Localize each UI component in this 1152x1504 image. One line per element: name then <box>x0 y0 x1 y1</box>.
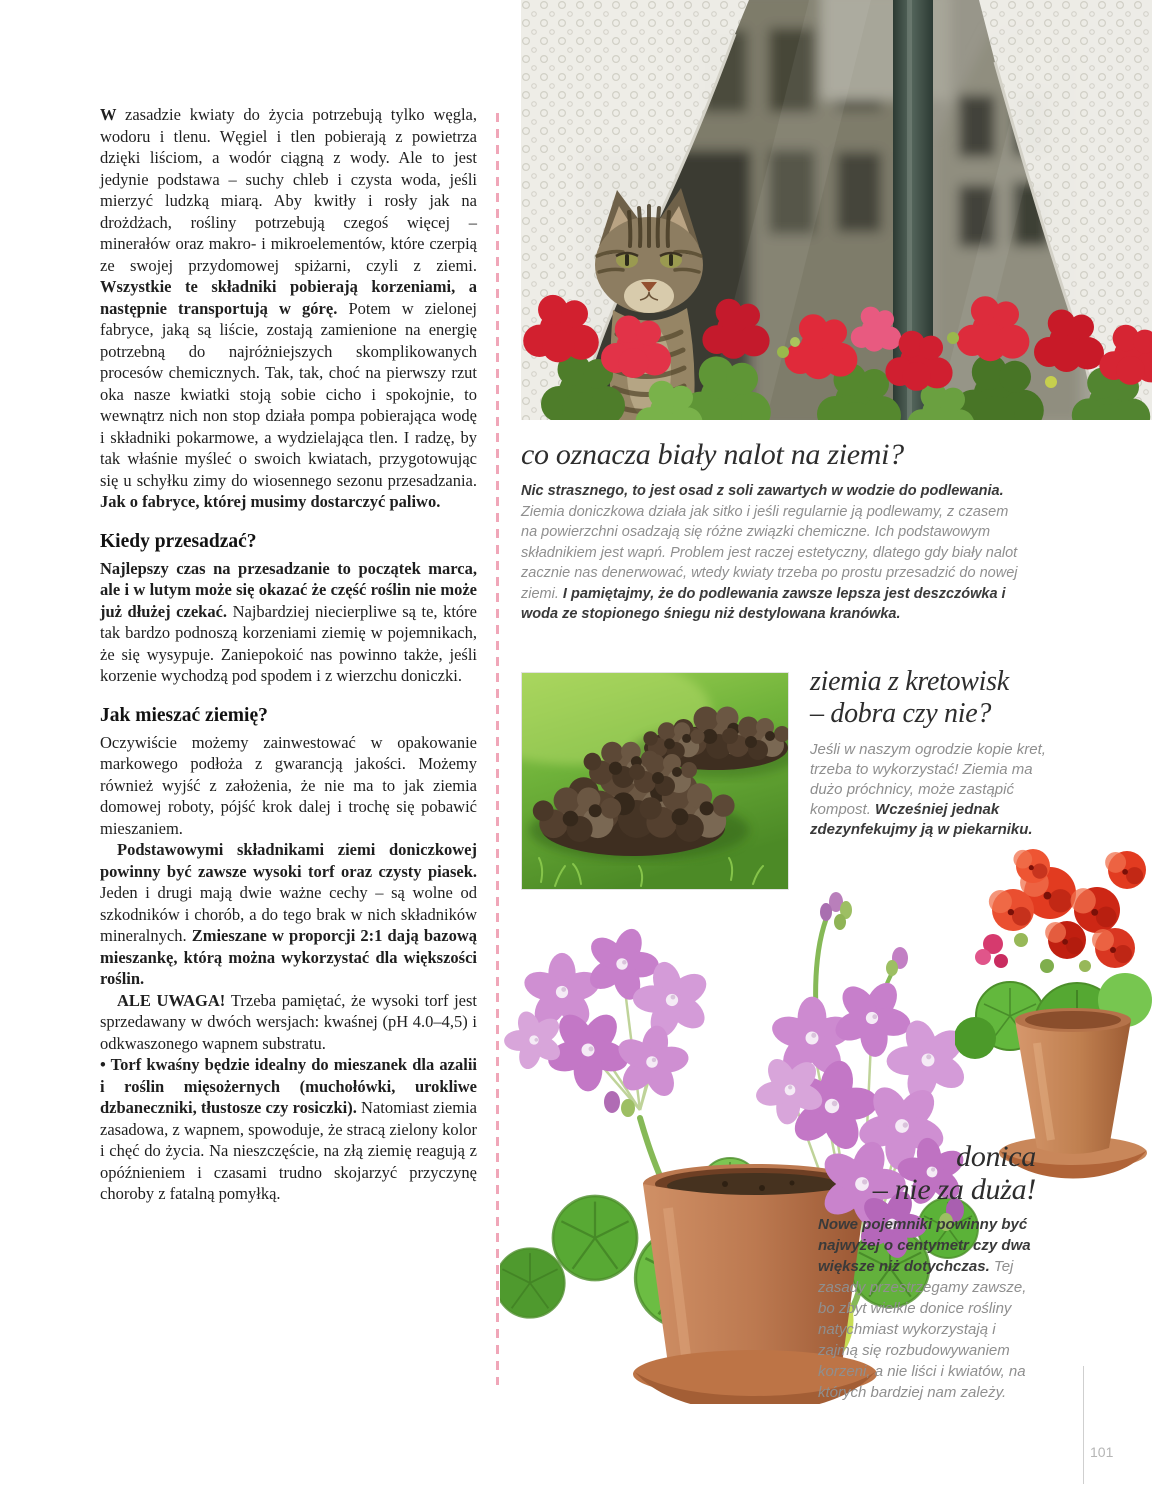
paragraph-jak-2: Podstawowymi składnikami ziemi doniczkowej powinny być zawsze wysoki torf oraz czysty piasek. Jeden i drugi mają dwie ważne cechy – są wolne od szkodników i chorób, a do tego brak w nich składników mineralnych. Zmieszane w proporcji 2:1 dają bazową mieszankę, którą można wykorzystać dla większości roślin. <box>100 840 477 988</box>
section-mole-soil <box>810 666 1070 840</box>
pink-flowers-left <box>500 916 722 1117</box>
red-flowers <box>975 849 1146 973</box>
pot-size-heading: donica – nie za duża! <box>872 1140 1036 1206</box>
white-coating-heading: co oznacza biały nalot na ziemi? <box>521 438 904 471</box>
section-heading-jak-mieszac: Jak mieszać ziemię? <box>100 704 268 726</box>
article-left-column <box>100 104 477 1205</box>
molehill-photo <box>521 672 789 890</box>
paragraph-jak-4: • Torf kwaśny będzie idealny do mieszanek dla azalii i roślin mięsożernych (muchołówki, urokliwe dzbaneczniki, tłustosze czy rosiczki). Natomiast ziemia zasadowa, z wapnem, spowoduje, że stracą zielony kolor i chęć do życia. Na nieszczęście, na złą ziemię reagują z opóźnieniem i czasami trudno skojarzyć przyczynę choroby z fatalną pomyłką. <box>100 1055 477 1203</box>
paragraph-kiedy: Najlepszy czas na przesadzanie to początek marca, ale i w lutym może się okazać że część roślin nie może już dłużej czekać. Najbardziej niecierpliwe są te, które tak bardzo podnoszą korzeniami ziemię w pojemnikach, że się wysypuje. Zaniepokoić nas powinno także, jeśli korzenie wychodzą pod spodem i z wierzchu doniczki. <box>100 558 477 685</box>
intro-paragraph: W zasadzie kwiaty do życia potrzebują tylko węgla, wodoru i tlenu. Węgiel i tlen pobierają z powietrza dzięki liściom, a wodór ciągną z wody. Ale to jest jedynie podstawa – suchy chleb i czysta woda, jeśli mierzyć ludzką miarą. Aby kwitły i rosły jak na drożdżach, rośliny potrzebują czegoś więcej – minerałów oraz makro- i mikroelementów, które czerpią ze swojej przydomowej spiżarni, czyli z ziemi. Wszystkie te składniki pobierają korzeniami, a następnie transportują w górę. Potem w zielonej fabryce, jaką są liście, zostają zamienione na energię potrzebną do najróżniejszych skomplikowanych procesów chemicznych. Tak, tak, choć na pierwszy rzut oka nasze kwiatki stoją sobie cicho i spokojnie, to wewnątrz nich non stop działa pompa pobierająca wodę i składniki pokarmowe, a wydzielająca tlen. I radzę, by tak właśnie myśleć o swoich kwiatach, przygotowując się u schyłku zimy do wiosennego sezonu przesadzania. Jak o fabryce, której musimy dostarczyć paliwo. <box>100 105 477 511</box>
mole-soil-body: Jeśli w naszym ogrodzie kopie kret, trzeba to wykorzystać! Ziemia ma dużo próchnicy, może zastąpić kompost. Wcześniej jednak zdezynfekujmy ją w piekarniku. <box>810 741 1046 838</box>
molehill-illustration <box>521 672 789 890</box>
cat-window-illustration <box>521 0 1152 420</box>
section-white-coating <box>521 438 1027 625</box>
section-heading-kiedy-przesadzac: Kiedy przesadzać? <box>100 530 257 552</box>
paragraph-jak-1: Oczywiście możemy zainwestować w opakowanie markowego podłoża z gwarancją jakości. Możemy również wyjść z założenia, że nie ma to jak ziemia domowej roboty, pójść krok dalej i trochę się pobawić mieszaniem. <box>100 732 477 838</box>
cat-window-geraniums-photo <box>521 0 1152 420</box>
page-number: 101 <box>1090 1444 1114 1460</box>
mole-soil-heading: ziemia z kretowisk – dobra czy nie? <box>810 666 1009 729</box>
white-coating-body: Nic strasznego, to jest osad z soli zawartych w wodzie do podlewania. Ziemia doniczkowa działa jak sitko i jeśli regularnie ją podlewamy, z czasem na powierzchni osadzają się różne związki chemiczne. Ich podstawowym składnikiem jest wapń. Problem jest raczej estetyczny, dlatego gdy biały nalot zacznie nas denerwować, wtedy kwiaty trzeba po prostu przesadzić do nowej ziemi. I pamiętajmy, że do podlewania zawsze lepsza jest deszczówka i woda ze stopionego śniegu niż destylowana kranówka. <box>521 483 1018 622</box>
paragraph-jak-3: ALE UWAGA! Trzeba pamiętać, że wysoki torf jest sprzedawany w dwóch wersjach: kwaśnej (pH 4.0–4,5) i odkwaszonego wapnem substratu. <box>100 990 477 1053</box>
folio-rule <box>1083 1366 1084 1484</box>
flower-buds <box>820 892 908 976</box>
section-pot-size <box>818 1140 1036 1403</box>
pink-dashed-divider <box>496 113 499 1385</box>
pot-size-body: Nowe pojemniki powinny być najwyżej o centymetr czy dwa większe niż dotychczas. Tej zasady przestrzegamy zawsze, bo zbyt wielkie donice rośliny natychmiast wykorzystają i zajmą się rozbudowywaniem korzeni, a nie liści i kwiatów, na których bardziej nam zależy. <box>818 1216 1031 1401</box>
